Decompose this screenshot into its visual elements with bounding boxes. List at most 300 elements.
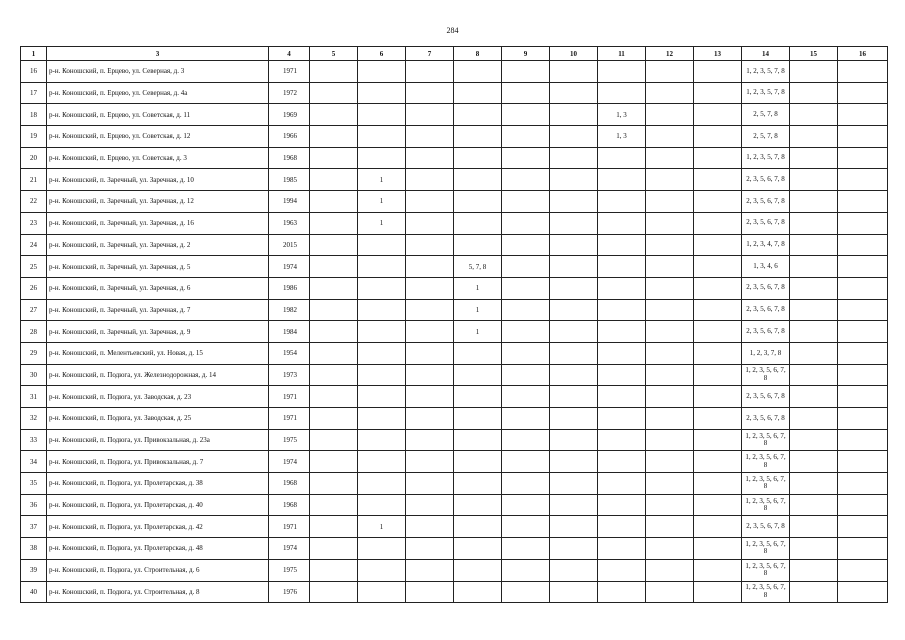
cell-col-15 — [790, 277, 838, 299]
cell-col-11 — [598, 429, 646, 451]
cell-col-9 — [502, 147, 550, 169]
year-cell: 1973 — [269, 364, 310, 386]
cell-col-7 — [406, 581, 454, 603]
table-row — [21, 61, 888, 83]
cell-col-15 — [790, 364, 838, 386]
table-row — [21, 321, 888, 343]
cell-col-11 — [598, 191, 646, 213]
cell-col-5 — [310, 559, 358, 581]
cell-col-7 — [406, 256, 454, 278]
cell-col-14: 1, 2, 3, 5, 6, 7, 8 — [742, 559, 790, 581]
row-number: 36 — [21, 494, 47, 516]
cell-col-7 — [406, 104, 454, 126]
cell-col-12 — [646, 104, 694, 126]
cell-col-5 — [310, 82, 358, 104]
cell-col-8 — [454, 581, 502, 603]
cell-col-16 — [838, 429, 888, 451]
table-row — [21, 516, 888, 538]
row-number: 24 — [21, 234, 47, 256]
cell-col-15 — [790, 82, 838, 104]
cell-col-16 — [838, 321, 888, 343]
column-header: 14 — [742, 47, 790, 61]
cell-col-16 — [838, 191, 888, 213]
table-row — [21, 104, 888, 126]
address-cell: р-н. Коношский, п. Заречный, ул. Заречная, д. 2 — [47, 234, 269, 256]
cell-col-7 — [406, 342, 454, 364]
cell-col-5 — [310, 256, 358, 278]
cell-col-9 — [502, 494, 550, 516]
cell-col-13 — [694, 191, 742, 213]
cell-col-10 — [550, 429, 598, 451]
cell-col-9 — [502, 386, 550, 408]
row-number: 23 — [21, 212, 47, 234]
cell-col-11: 1, 3 — [598, 126, 646, 148]
row-number: 28 — [21, 321, 47, 343]
cell-col-7 — [406, 364, 454, 386]
cell-col-5 — [310, 473, 358, 495]
cell-col-14: 2, 5, 7, 8 — [742, 126, 790, 148]
address-cell: р-н. Коношский, п. Подюга, ул. Пролетарская, д. 48 — [47, 538, 269, 560]
cell-col-14: 2, 5, 7, 8 — [742, 104, 790, 126]
cell-col-16 — [838, 473, 888, 495]
address-cell: р-н. Коношский, п. Ерцево, ул. Советская, д. 3 — [47, 147, 269, 169]
column-header: 15 — [790, 47, 838, 61]
cell-col-11 — [598, 386, 646, 408]
cell-col-6 — [358, 126, 406, 148]
cell-col-10 — [550, 386, 598, 408]
table-row — [21, 342, 888, 364]
row-number: 31 — [21, 386, 47, 408]
registry-table — [20, 46, 888, 603]
cell-col-12 — [646, 342, 694, 364]
cell-col-11 — [598, 82, 646, 104]
cell-col-7 — [406, 126, 454, 148]
cell-col-14: 2, 3, 5, 6, 7, 8 — [742, 299, 790, 321]
cell-col-6 — [358, 61, 406, 83]
cell-col-8 — [454, 408, 502, 430]
cell-col-15 — [790, 429, 838, 451]
cell-col-15 — [790, 299, 838, 321]
cell-col-13 — [694, 429, 742, 451]
table-row — [21, 126, 888, 148]
cell-col-16 — [838, 386, 888, 408]
cell-col-8 — [454, 212, 502, 234]
cell-col-15 — [790, 212, 838, 234]
address-cell: р-н. Коношский, п. Подюга, ул. Пролетарская, д. 38 — [47, 473, 269, 495]
cell-col-10 — [550, 256, 598, 278]
cell-col-7 — [406, 516, 454, 538]
cell-col-12 — [646, 559, 694, 581]
table-row — [21, 559, 888, 581]
cell-col-15 — [790, 538, 838, 560]
cell-col-7 — [406, 277, 454, 299]
column-header: 1 — [21, 47, 47, 61]
cell-col-15 — [790, 61, 838, 83]
cell-col-12 — [646, 82, 694, 104]
cell-col-9 — [502, 212, 550, 234]
cell-col-16 — [838, 451, 888, 473]
cell-col-8 — [454, 126, 502, 148]
year-cell: 1976 — [269, 581, 310, 603]
address-cell: р-н. Коношский, п. Подюга, ул. Пролетарская, д. 42 — [47, 516, 269, 538]
cell-col-14: 1, 2, 3, 5, 7, 8 — [742, 147, 790, 169]
cell-col-11 — [598, 538, 646, 560]
cell-col-13 — [694, 147, 742, 169]
cell-col-6 — [358, 559, 406, 581]
cell-col-9 — [502, 104, 550, 126]
cell-col-5 — [310, 147, 358, 169]
cell-col-9 — [502, 408, 550, 430]
cell-col-6 — [358, 277, 406, 299]
cell-col-12 — [646, 191, 694, 213]
cell-col-14: 2, 3, 5, 6, 7, 8 — [742, 277, 790, 299]
year-cell: 1974 — [269, 538, 310, 560]
address-cell: р-н. Коношский, п. Мелентьевский, ул. Новая, д. 15 — [47, 342, 269, 364]
cell-col-7 — [406, 299, 454, 321]
year-cell: 1986 — [269, 277, 310, 299]
row-number: 35 — [21, 473, 47, 495]
cell-col-10 — [550, 61, 598, 83]
cell-col-12 — [646, 234, 694, 256]
address-cell: р-н. Коношский, п. Ерцево, ул. Советская, д. 12 — [47, 126, 269, 148]
cell-col-10 — [550, 342, 598, 364]
cell-col-14: 2, 3, 5, 6, 7, 8 — [742, 191, 790, 213]
cell-col-8 — [454, 147, 502, 169]
cell-col-10 — [550, 82, 598, 104]
cell-col-7 — [406, 451, 454, 473]
year-cell: 1966 — [269, 126, 310, 148]
column-header: 7 — [406, 47, 454, 61]
row-number: 26 — [21, 277, 47, 299]
cell-col-6 — [358, 147, 406, 169]
cell-col-11: 1, 3 — [598, 104, 646, 126]
cell-col-13 — [694, 408, 742, 430]
table-row — [21, 82, 888, 104]
column-header: 6 — [358, 47, 406, 61]
cell-col-9 — [502, 299, 550, 321]
table-row — [21, 234, 888, 256]
cell-col-16 — [838, 364, 888, 386]
cell-col-12 — [646, 299, 694, 321]
cell-col-14: 1, 2, 3, 5, 6, 7, 8 — [742, 494, 790, 516]
column-header: 4 — [269, 47, 310, 61]
table-row — [21, 147, 888, 169]
year-cell: 2015 — [269, 234, 310, 256]
cell-col-15 — [790, 126, 838, 148]
cell-col-7 — [406, 82, 454, 104]
address-cell: р-н. Коношский, п. Ерцево, ул. Северная, д. 3 — [47, 61, 269, 83]
cell-col-11 — [598, 169, 646, 191]
cell-col-8 — [454, 429, 502, 451]
cell-col-7 — [406, 191, 454, 213]
cell-col-15 — [790, 256, 838, 278]
cell-col-6 — [358, 364, 406, 386]
cell-col-16 — [838, 299, 888, 321]
year-cell: 1969 — [269, 104, 310, 126]
cell-col-15 — [790, 342, 838, 364]
address-cell: р-н. Коношский, п. Ерцево, ул. Северная, д. 4а — [47, 82, 269, 104]
cell-col-15 — [790, 147, 838, 169]
cell-col-6 — [358, 342, 406, 364]
cell-col-14: 2, 3, 5, 6, 7, 8 — [742, 212, 790, 234]
year-cell: 1971 — [269, 516, 310, 538]
row-number: 22 — [21, 191, 47, 213]
cell-col-12 — [646, 408, 694, 430]
cell-col-12 — [646, 147, 694, 169]
cell-col-9 — [502, 538, 550, 560]
cell-col-13 — [694, 126, 742, 148]
cell-col-8 — [454, 386, 502, 408]
cell-col-8 — [454, 364, 502, 386]
cell-col-5 — [310, 61, 358, 83]
cell-col-15 — [790, 559, 838, 581]
cell-col-11 — [598, 256, 646, 278]
column-header: 3 — [47, 47, 269, 61]
cell-col-14: 1, 2, 3, 5, 6, 7, 8 — [742, 538, 790, 560]
cell-col-12 — [646, 581, 694, 603]
cell-col-16 — [838, 169, 888, 191]
cell-col-11 — [598, 212, 646, 234]
cell-col-7 — [406, 494, 454, 516]
header-row — [21, 47, 888, 61]
cell-col-12 — [646, 126, 694, 148]
cell-col-11 — [598, 61, 646, 83]
row-number: 32 — [21, 408, 47, 430]
cell-col-8 — [454, 234, 502, 256]
cell-col-9 — [502, 559, 550, 581]
cell-col-8 — [454, 82, 502, 104]
cell-col-15 — [790, 169, 838, 191]
table-row — [21, 212, 888, 234]
address-cell: р-н. Коношский, п. Подюга, ул. Привокзальная, д. 7 — [47, 451, 269, 473]
cell-col-7 — [406, 473, 454, 495]
row-number: 40 — [21, 581, 47, 603]
cell-col-9 — [502, 61, 550, 83]
cell-col-11 — [598, 581, 646, 603]
cell-col-14: 1, 2, 3, 4, 7, 8 — [742, 234, 790, 256]
cell-col-5 — [310, 451, 358, 473]
cell-col-16 — [838, 234, 888, 256]
cell-col-8: 1 — [454, 299, 502, 321]
cell-col-14: 1, 2, 3, 5, 6, 7, 8 — [742, 364, 790, 386]
cell-col-12 — [646, 61, 694, 83]
cell-col-8 — [454, 516, 502, 538]
table-row — [21, 256, 888, 278]
address-cell: р-н. Коношский, п. Подюга, ул. Железнодорожная, д. 14 — [47, 364, 269, 386]
cell-col-10 — [550, 299, 598, 321]
cell-col-11 — [598, 451, 646, 473]
cell-col-9 — [502, 516, 550, 538]
address-cell: р-н. Коношский, п. Подюга, ул. Заводская, д. 25 — [47, 408, 269, 430]
cell-col-15 — [790, 104, 838, 126]
column-header: 10 — [550, 47, 598, 61]
year-cell: 1982 — [269, 299, 310, 321]
cell-col-12 — [646, 364, 694, 386]
cell-col-6 — [358, 451, 406, 473]
cell-col-10 — [550, 321, 598, 343]
cell-col-16 — [838, 559, 888, 581]
cell-col-15 — [790, 191, 838, 213]
cell-col-6 — [358, 408, 406, 430]
cell-col-7 — [406, 147, 454, 169]
cell-col-16 — [838, 82, 888, 104]
cell-col-8: 1 — [454, 321, 502, 343]
cell-col-6 — [358, 256, 406, 278]
cell-col-10 — [550, 169, 598, 191]
column-header: 8 — [454, 47, 502, 61]
cell-col-13 — [694, 473, 742, 495]
cell-col-11 — [598, 408, 646, 430]
cell-col-14: 2, 3, 5, 6, 7, 8 — [742, 321, 790, 343]
cell-col-5 — [310, 364, 358, 386]
cell-col-14: 1, 2, 3, 5, 6, 7, 8 — [742, 473, 790, 495]
row-number: 33 — [21, 429, 47, 451]
cell-col-6 — [358, 386, 406, 408]
cell-col-5 — [310, 277, 358, 299]
cell-col-5 — [310, 299, 358, 321]
cell-col-13 — [694, 538, 742, 560]
cell-col-16 — [838, 516, 888, 538]
cell-col-7 — [406, 212, 454, 234]
cell-col-8 — [454, 169, 502, 191]
cell-col-14: 1, 2, 3, 5, 7, 8 — [742, 82, 790, 104]
cell-col-10 — [550, 451, 598, 473]
page-number: 284 — [446, 26, 459, 35]
cell-col-5 — [310, 234, 358, 256]
cell-col-6: 1 — [358, 169, 406, 191]
cell-col-15 — [790, 516, 838, 538]
cell-col-12 — [646, 386, 694, 408]
cell-col-7 — [406, 538, 454, 560]
address-cell: р-н. Коношский, п. Заречный, ул. Заречная, д. 5 — [47, 256, 269, 278]
cell-col-14: 1, 2, 3, 7, 8 — [742, 342, 790, 364]
cell-col-15 — [790, 408, 838, 430]
cell-col-12 — [646, 256, 694, 278]
table-row — [21, 299, 888, 321]
row-number: 39 — [21, 559, 47, 581]
cell-col-15 — [790, 473, 838, 495]
cell-col-13 — [694, 82, 742, 104]
cell-col-9 — [502, 342, 550, 364]
row-number: 34 — [21, 451, 47, 473]
table-row — [21, 538, 888, 560]
cell-col-11 — [598, 147, 646, 169]
address-cell: р-н. Коношский, п. Заречный, ул. Заречная, д. 12 — [47, 191, 269, 213]
cell-col-13 — [694, 61, 742, 83]
cell-col-6 — [358, 104, 406, 126]
cell-col-7 — [406, 234, 454, 256]
column-header: 11 — [598, 47, 646, 61]
cell-col-6 — [358, 494, 406, 516]
cell-col-9 — [502, 277, 550, 299]
cell-col-14: 1, 2, 3, 5, 7, 8 — [742, 61, 790, 83]
cell-col-8 — [454, 191, 502, 213]
cell-col-12 — [646, 169, 694, 191]
cell-col-16 — [838, 147, 888, 169]
cell-col-8: 1 — [454, 277, 502, 299]
cell-col-12 — [646, 429, 694, 451]
cell-col-5 — [310, 191, 358, 213]
cell-col-13 — [694, 494, 742, 516]
year-cell: 1984 — [269, 321, 310, 343]
year-cell: 1974 — [269, 451, 310, 473]
cell-col-15 — [790, 581, 838, 603]
address-cell: р-н. Коношский, п. Заречный, ул. Заречная, д. 10 — [47, 169, 269, 191]
cell-col-15 — [790, 321, 838, 343]
cell-col-13 — [694, 364, 742, 386]
cell-col-10 — [550, 104, 598, 126]
cell-col-6 — [358, 299, 406, 321]
row-number: 20 — [21, 147, 47, 169]
table-row — [21, 277, 888, 299]
cell-col-15 — [790, 494, 838, 516]
cell-col-8 — [454, 104, 502, 126]
row-number: 27 — [21, 299, 47, 321]
cell-col-10 — [550, 234, 598, 256]
table-row — [21, 364, 888, 386]
cell-col-5 — [310, 169, 358, 191]
cell-col-5 — [310, 104, 358, 126]
cell-col-12 — [646, 473, 694, 495]
cell-col-12 — [646, 451, 694, 473]
cell-col-9 — [502, 82, 550, 104]
cell-col-6: 1 — [358, 212, 406, 234]
cell-col-10 — [550, 191, 598, 213]
cell-col-6 — [358, 321, 406, 343]
cell-col-12 — [646, 212, 694, 234]
cell-col-7 — [406, 408, 454, 430]
column-header: 9 — [502, 47, 550, 61]
cell-col-14: 1, 2, 3, 5, 6, 7, 8 — [742, 581, 790, 603]
cell-col-16 — [838, 342, 888, 364]
row-number: 18 — [21, 104, 47, 126]
cell-col-10 — [550, 559, 598, 581]
cell-col-5 — [310, 429, 358, 451]
column-header: 5 — [310, 47, 358, 61]
cell-col-5 — [310, 342, 358, 364]
cell-col-16 — [838, 256, 888, 278]
address-cell: р-н. Коношский, п. Заречный, ул. Заречная, д. 16 — [47, 212, 269, 234]
cell-col-11 — [598, 364, 646, 386]
year-cell: 1968 — [269, 494, 310, 516]
year-cell: 1971 — [269, 408, 310, 430]
cell-col-6 — [358, 581, 406, 603]
year-cell: 1994 — [269, 191, 310, 213]
cell-col-8 — [454, 473, 502, 495]
address-cell: р-н. Коношский, п. Подюга, ул. Пролетарская, д. 40 — [47, 494, 269, 516]
cell-col-5 — [310, 538, 358, 560]
cell-col-7 — [406, 386, 454, 408]
cell-col-11 — [598, 234, 646, 256]
row-number: 17 — [21, 82, 47, 104]
cell-col-5 — [310, 386, 358, 408]
cell-col-9 — [502, 321, 550, 343]
row-number: 30 — [21, 364, 47, 386]
cell-col-6 — [358, 429, 406, 451]
year-cell: 1963 — [269, 212, 310, 234]
cell-col-5 — [310, 494, 358, 516]
table-row — [21, 429, 888, 451]
cell-col-10 — [550, 516, 598, 538]
cell-col-12 — [646, 277, 694, 299]
address-cell: р-н. Коношский, п. Заречный, ул. Заречная, д. 9 — [47, 321, 269, 343]
column-header: 13 — [694, 47, 742, 61]
cell-col-16 — [838, 126, 888, 148]
year-cell: 1954 — [269, 342, 310, 364]
cell-col-13 — [694, 256, 742, 278]
cell-col-7 — [406, 559, 454, 581]
cell-col-10 — [550, 538, 598, 560]
